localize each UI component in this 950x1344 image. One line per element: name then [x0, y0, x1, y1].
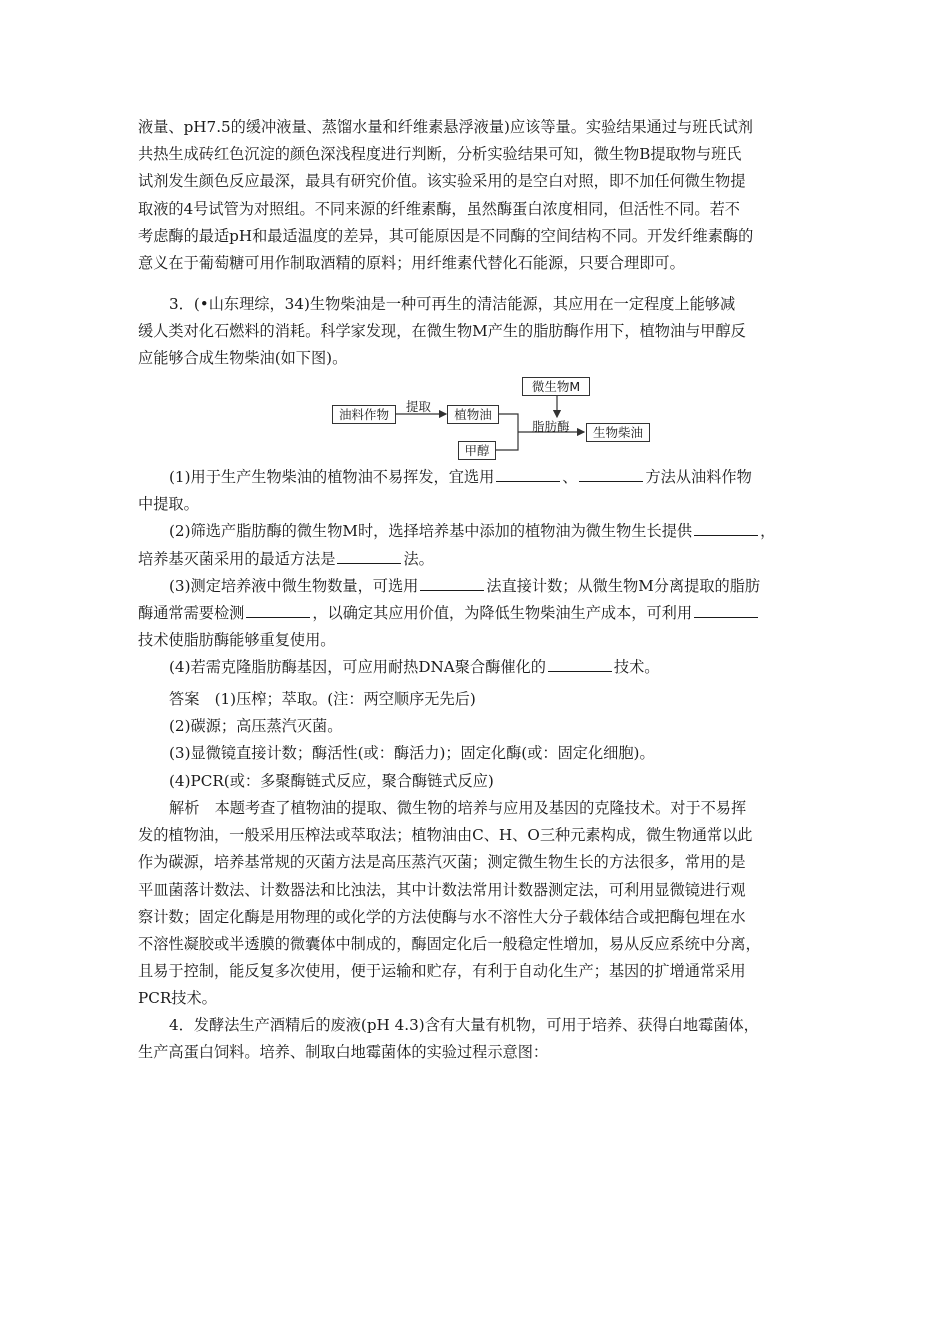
text-line: 应能够合成生物柴油(如下图)。: [138, 349, 348, 368]
text: 法直接计数；从微生物M分离提取的脂肪: [486, 576, 761, 595]
blank: [548, 656, 612, 672]
box-oil-crop: 油料作物: [332, 405, 396, 424]
box-biodiesel: 生物柴油: [586, 423, 650, 442]
text: 酶通常需要检测: [138, 604, 245, 623]
question-4: [138, 1012, 818, 1066]
box-microbe-m: 微生物M: [522, 377, 590, 396]
text-line: 不溶性凝胶或半透膜的微囊体中制成的，酶固定化后一般稳定性增加，易从反应系统中分离，: [138, 935, 761, 954]
answer-line: (3)显微镜直接计数；酶活性(或：酶活力)；固定化酶(或：固定化细胞)。: [169, 744, 655, 763]
text-line: 4．发酵法生产酒精后的废液(pH 4.3)含有大量有机物，可用于培养、获得白地霉菌体，: [169, 1016, 759, 1034]
text: (1)用于生产生物柴油的植物油不易挥发，宜选用: [169, 468, 495, 486]
text-line: 平皿菌落计数法、计数器法和比浊法，其中计数法常用计数器测定法，可利用显微镜进行观: [138, 880, 746, 899]
part-3-line: [138, 573, 818, 600]
part-2-line: [138, 518, 818, 545]
text-line: 技术使脂肪酶能够重复使用。: [138, 631, 336, 650]
blank: [420, 575, 484, 591]
text: 法。: [403, 549, 434, 568]
text: (4)若需克隆脂肪酶基因，可应用耐热DNA聚合酶催化的: [169, 658, 546, 677]
intro-paragraph: [138, 114, 818, 277]
text-line: 察计数；固定化酶是用物理的或化学的方法使酶与水不溶性大分子载体结合或把酶包埋在水: [138, 907, 746, 926]
text: ，: [760, 522, 776, 541]
analysis-block: [138, 795, 818, 1013]
box-plant-oil: 植物油: [447, 405, 499, 424]
text: 方法从油料作物: [645, 468, 752, 486]
answers-block: [138, 686, 818, 795]
text-line: 取液的4号试管为对照组。不同来源的纤维素酶，虽然酶蛋白浓度相同，但活性不同。若不: [138, 199, 740, 218]
part-2b-line: [138, 546, 818, 573]
text-line: 作为碳源，培养基常规的灭菌方法是高压蒸汽灭菌；测定微生物生长的方法很多，常用的是: [138, 853, 746, 872]
text-line: 缓人类对化石燃料的消耗。科学家发现，在微生物M产生的脂肪酶作用下，植物油与甲醇反: [138, 322, 746, 341]
text: 培养基灭菌采用的最适方法是: [138, 549, 336, 568]
text-line: 共热生成砖红色沉淀的颜色深浅程度进行判断，分析实验结果可知，微生物B提取物与班氏: [138, 145, 742, 164]
box-methanol: 甲醇: [458, 441, 496, 460]
text-line: 且易于控制，能反复多次使用，便于运输和贮存，有利于自动化生产；基因的扩增通常采用: [138, 962, 746, 981]
text-line: 意义在于葡萄糖可用作制取酒精的原料；用纤维素代替化石能源，只要合理即可。: [138, 254, 685, 273]
text-line: 考虑酶的最适pH和最适温度的差异，其可能原因是不同酶的空间结构不同。开发纤维素酶的: [138, 226, 754, 245]
text-line: 生产高蛋白饲料。培养、制取白地霉菌体的实验过程示意图：: [138, 1043, 549, 1062]
part-4-line: [138, 654, 818, 681]
blank: [246, 602, 310, 618]
text-line: PCR技术。: [138, 989, 217, 1008]
text-line: 3．(•山东理综，34)生物柴油是一种可再生的清洁能源，其应用在一定程度上能够减: [169, 295, 736, 313]
blank: [337, 548, 401, 564]
text: 技术。: [613, 658, 660, 677]
text: (2)筛选产脂肪酶的微生物M时，选择培养基中添加的植物油为微生物生长提供: [169, 522, 693, 541]
part-1-line: [138, 464, 818, 491]
biodiesel-flow-diagram: [332, 377, 652, 465]
label-lipase: 脂肪酶: [532, 419, 570, 434]
blank: [579, 466, 643, 482]
answer-line: (2)碳源；高压蒸汽灭菌。: [169, 717, 343, 736]
answer-line: 答案 (1)压榨；萃取。(注：两空顺序无先后): [169, 690, 476, 708]
question-3-stem: [138, 291, 818, 373]
text-line: 试剂发生颜色反应最深，最具有研究价值。该实验采用的是空白对照，即不加任何微生物提: [138, 172, 746, 191]
answer-line: (4)PCR(或：多聚酶链式反应，聚合酶链式反应): [169, 771, 494, 790]
blank: [694, 520, 758, 536]
text: ，以确定其应用价值，为降低生物柴油生产成本，可利用: [312, 604, 692, 623]
part-3b-line: [138, 600, 818, 627]
text-line: 中提取。: [138, 495, 199, 514]
text-line: 解析 本题考查了植物油的提取、微生物的培养与应用及基因的克隆技术。对于不易挥: [169, 799, 747, 817]
blank: [496, 466, 560, 482]
blank: [694, 602, 758, 618]
question-3-parts: [138, 464, 818, 682]
text: (3)测定培养液中微生物数量，可选用: [169, 576, 419, 595]
label-extract: 提取: [406, 399, 432, 414]
text-line: 发的植物油，一般采用压榨法或萃取法；植物油由C、H、O三种元素构成，微生物通常以此: [138, 826, 753, 845]
text-line: 液量、pH7.5的缓冲液量、蒸馏水量和纤维素悬浮液量)应该等量。实验结果通过与班氏试剂: [138, 118, 753, 136]
text: 、: [562, 468, 578, 486]
